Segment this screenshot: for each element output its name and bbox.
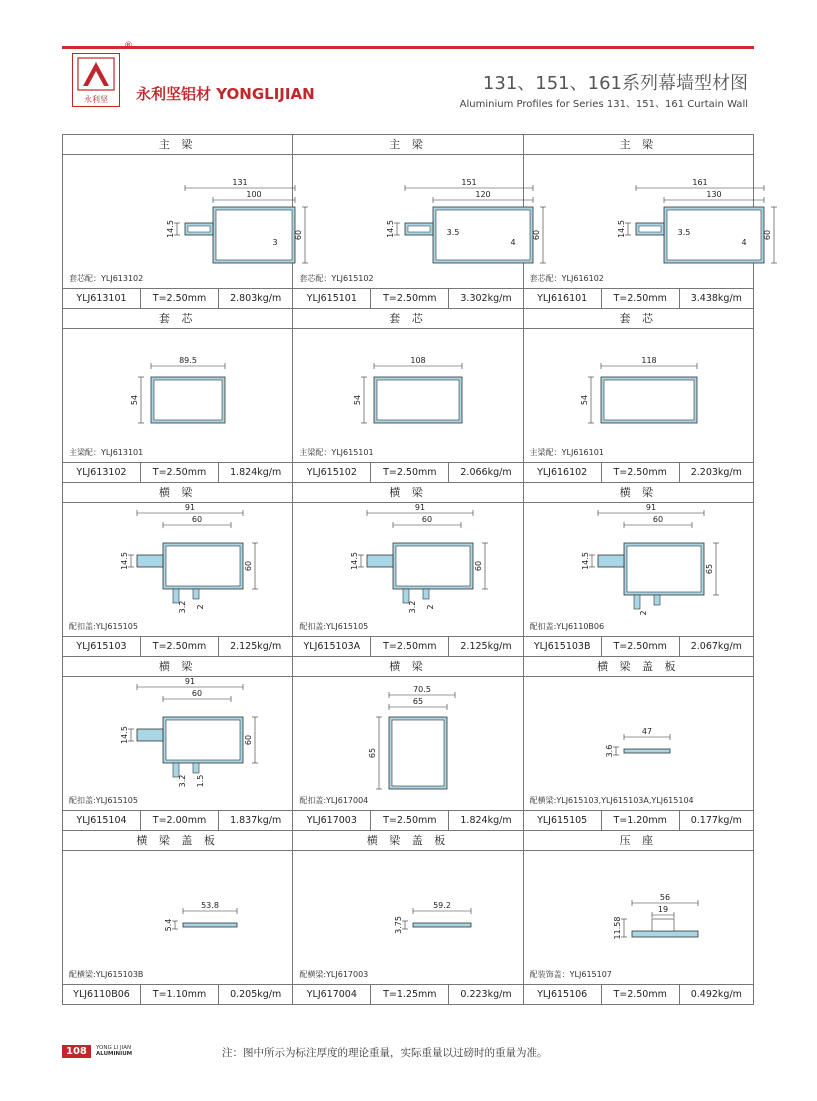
profile-weight: 0.223kg/m — [460, 989, 512, 1000]
profile-inner — [396, 546, 470, 586]
profile-code: YLJ615103A — [293, 637, 371, 656]
logo-text: 永利坚 — [84, 95, 108, 104]
dimension-label: 14.5 — [386, 220, 396, 238]
dimension-label: 56 — [659, 893, 670, 902]
profile-title: 横 梁 盖 板 — [524, 657, 753, 677]
profile-note: 主梁配：YLJ613101 — [69, 448, 144, 457]
profile-spec-row — [63, 810, 292, 830]
dimension-label: 3.2 — [178, 600, 187, 614]
profile-cell — [524, 657, 754, 831]
profile-section-svg — [524, 155, 772, 288]
dimension-label: 91 — [645, 503, 656, 512]
profile-spec-row — [293, 288, 522, 308]
profile-note: 配扣盖:YLJ615105 — [69, 622, 138, 631]
profile-spec-row — [293, 636, 522, 656]
dimension-label: 60 — [244, 560, 253, 572]
profile-code: YLJ6110B06 — [63, 985, 141, 1004]
profile-drawing — [524, 677, 753, 810]
profile-section-svg — [293, 851, 523, 984]
dimension-label: 60 — [422, 515, 433, 524]
profile-spec-row — [293, 984, 522, 1004]
dimension-label: 3.2 — [408, 600, 418, 614]
dimension-label: 161 — [692, 178, 708, 187]
profile-title: 压 座 — [524, 831, 753, 851]
profile-tongue-inner — [639, 226, 661, 232]
profile-thickness: T=2.50mm — [141, 637, 219, 656]
profile-cell — [63, 135, 303, 309]
profile-code: YLJ615102 — [293, 463, 371, 482]
profile-weight: 2.125kg/m — [230, 641, 282, 652]
dimension-label: 65 — [413, 697, 424, 706]
profile-code: YLJ615105 — [524, 811, 602, 830]
profile-spec-row — [63, 636, 292, 656]
profile-spec-row — [63, 462, 292, 482]
dimension-label: 60 — [294, 229, 303, 241]
dimension-label: 60 — [652, 515, 663, 524]
profile-spec-row — [63, 984, 292, 1004]
profile-weight: 2.125kg/m — [460, 641, 512, 652]
grid-row — [63, 483, 754, 657]
dimension-label: 54 — [130, 394, 139, 406]
profile-thickness: T=1.10mm — [141, 985, 219, 1004]
dimension-label: 120 — [475, 190, 491, 199]
dimension-label: 60 — [191, 689, 203, 698]
profile-drawing — [63, 155, 303, 288]
brand-name: 永利坚铝材 YONGLIJIAN — [136, 85, 315, 103]
cover-plate — [183, 923, 237, 927]
brand-logo — [72, 53, 120, 107]
profile-title: 主 梁 — [524, 135, 753, 155]
profile-weight: 2.803kg/m — [230, 293, 282, 304]
profile-code: YLJ615104 — [63, 811, 141, 830]
profile-section-svg — [63, 329, 293, 462]
profile-leg — [193, 763, 199, 773]
dimension-label: 53.8 — [201, 901, 219, 910]
profile-spec-row — [524, 288, 753, 308]
profile-title: 横 梁 — [63, 483, 292, 503]
profile-section-svg — [524, 851, 754, 984]
registered-mark: ® — [124, 41, 133, 51]
profile-title: 横 梁 — [293, 657, 522, 677]
profile-cell — [293, 483, 523, 657]
profile-section-svg — [63, 155, 303, 288]
profile-spec-row — [524, 984, 753, 1004]
dimension-label: 100 — [246, 190, 262, 199]
dimension-label: 14.5 — [166, 220, 175, 238]
profile-note: 主梁配：YLJ616101 — [529, 448, 604, 457]
page-subtitle: Aluminium Profiles for Series 131、151、161 Curtain Wall — [459, 99, 748, 110]
profile-cell — [524, 135, 772, 309]
dimension-label: 54 — [579, 394, 589, 406]
dimension-label: 11.58 — [612, 916, 622, 940]
profile-note: 配横梁:YLJ615103,YLJ615103A,YLJ615104 — [529, 796, 694, 805]
profile-drawing — [63, 329, 292, 462]
profile-tongue-inner — [188, 226, 210, 232]
profile-section-svg — [293, 155, 542, 288]
profile-tongue — [137, 729, 163, 741]
profile-drawing — [63, 503, 292, 636]
profile-weight: 2.066kg/m — [460, 467, 512, 478]
profile-inner — [216, 210, 292, 260]
profile-title: 主 梁 — [293, 135, 522, 155]
profile-code: YLJ613102 — [63, 463, 141, 482]
grid-row — [63, 657, 754, 831]
profile-cell — [293, 135, 542, 309]
profile-leg — [193, 589, 199, 599]
profile-cell — [524, 309, 754, 483]
profile-spec-row — [524, 462, 753, 482]
profile-title: 横 梁 — [524, 483, 753, 503]
page-footer — [62, 1045, 754, 1061]
profile-note: 配扣盖:YLJ615105 — [299, 622, 369, 631]
dimension-label: 91 — [415, 503, 426, 512]
profile-code: YLJ613101 — [63, 289, 141, 308]
dimension-label: 118 — [641, 356, 657, 365]
profile-thickness: T=2.50mm — [371, 289, 449, 308]
profile-code: YLJ615103 — [63, 637, 141, 656]
profile-thickness: T=2.50mm — [602, 463, 680, 482]
profile-weight: 1.824kg/m — [460, 815, 512, 826]
profile-code: YLJ616101 — [524, 289, 602, 308]
dimension-label: 54 — [353, 394, 363, 406]
profile-note: 配横梁:YLJ615103B — [69, 970, 144, 979]
profile-tongue — [137, 555, 163, 567]
profile-inner — [154, 380, 222, 420]
profile-tongue — [367, 555, 393, 567]
dimension-label: 91 — [184, 677, 196, 686]
cover-plate — [413, 923, 471, 927]
seat-slot — [652, 919, 674, 931]
profile-drawing — [293, 503, 522, 636]
profile-leg — [634, 595, 640, 609]
dimension-label: 2 — [196, 604, 205, 610]
profile-drawing — [524, 155, 772, 288]
dimension-label: 89.5 — [179, 356, 197, 365]
footer-brand-line2: ALUMINIUM — [96, 1051, 133, 1057]
profile-inner — [166, 546, 240, 586]
dimension-label: 60 — [191, 515, 203, 524]
dimension-label: 60 — [474, 560, 484, 572]
profile-section-svg — [63, 503, 293, 636]
profile-weight: 0.177kg/m — [690, 815, 742, 826]
dimension-label: 14.5 — [616, 220, 626, 238]
profile-section-svg — [293, 503, 523, 636]
dimension-label: 65 — [704, 563, 714, 575]
profile-drawing — [293, 329, 522, 462]
profile-thickness: T=1.25mm — [371, 985, 449, 1004]
profile-thickness: T=2.50mm — [602, 637, 680, 656]
profile-note: 配扣盖:YLJ615105 — [69, 796, 138, 805]
profile-cell — [293, 309, 523, 483]
dimension-label: 14.5 — [120, 552, 129, 570]
dimension-label: 60 — [244, 734, 253, 746]
profile-title: 横 梁 — [63, 657, 292, 677]
profile-cell — [63, 309, 293, 483]
grid-row — [63, 135, 772, 309]
profile-title: 横 梁 盖 板 — [63, 831, 292, 851]
profile-inner — [166, 720, 240, 760]
profile-weight: 1.824kg/m — [230, 467, 282, 478]
profile-note: 套芯配：YLJ616102 — [529, 274, 604, 283]
profile-code: YLJ615106 — [524, 985, 602, 1004]
profile-title: 套 芯 — [63, 309, 292, 329]
dimension-label: 130 — [706, 190, 722, 199]
profile-code: YLJ617004 — [293, 985, 371, 1004]
profile-drawing — [524, 503, 753, 636]
dimension-label: 14.5 — [120, 726, 129, 744]
profile-spec-row — [524, 636, 753, 656]
profile-inner — [377, 380, 459, 420]
dimension-label: 3.5 — [446, 228, 460, 237]
profile-note: 配装饰盖：YLJ615107 — [529, 970, 612, 979]
profile-spec-row — [293, 462, 522, 482]
profile-code: YLJ617003 — [293, 811, 371, 830]
profile-weight: 3.302kg/m — [460, 293, 512, 304]
profile-code: YLJ616102 — [524, 463, 602, 482]
profile-cell — [63, 657, 293, 831]
profile-thickness: T=2.50mm — [602, 289, 680, 308]
profile-section-svg — [293, 677, 523, 810]
profile-inner — [627, 546, 701, 592]
dimension-label: 3 — [272, 238, 278, 247]
profile-thickness: T=2.50mm — [371, 463, 449, 482]
footer-brand-line1: YONG LI JIAN — [96, 1045, 132, 1051]
dimension-label: 3.2 — [178, 774, 187, 788]
logo-emblem-icon — [73, 54, 119, 106]
profile-section-svg — [524, 677, 754, 810]
profile-section-svg — [293, 329, 523, 462]
grid-row — [63, 831, 754, 1005]
footer-brand — [96, 1045, 132, 1057]
profile-thickness: T=2.00mm — [141, 811, 219, 830]
dimension-label: 4 — [510, 238, 516, 247]
profile-thickness: T=1.20mm — [602, 811, 680, 830]
profile-weight: 1.837kg/m — [230, 815, 282, 826]
cover-plate — [624, 749, 670, 753]
profile-drawing — [293, 851, 522, 984]
profile-title: 主 梁 — [63, 135, 292, 155]
profile-title: 横 梁 盖 板 — [293, 831, 522, 851]
profile-cell — [63, 483, 293, 657]
dimension-label: 19 — [657, 905, 668, 914]
profile-thickness: T=2.50mm — [371, 637, 449, 656]
profile-cell — [293, 831, 523, 1005]
dimension-label: 3.5 — [677, 228, 691, 237]
profile-thickness: T=2.50mm — [141, 289, 219, 308]
profile-spec-row — [293, 810, 522, 830]
page-number: 108 — [62, 1045, 91, 1058]
profile-tongue-inner — [408, 226, 430, 232]
profile-inner — [392, 720, 444, 786]
dimension-label: 151 — [461, 178, 477, 187]
profile-cell — [524, 483, 754, 657]
profile-weight: 0.492kg/m — [690, 989, 742, 1000]
dimension-label: 108 — [410, 356, 426, 365]
profile-section-svg — [63, 851, 293, 984]
dimension-label: 3.75 — [394, 916, 404, 934]
profile-title: 套 芯 — [524, 309, 753, 329]
dimension-label: 60 — [532, 229, 542, 241]
profile-weight: 0.205kg/m — [230, 989, 282, 1000]
profile-drawing — [63, 677, 292, 810]
profile-spec-row — [63, 288, 292, 308]
dimension-label: 1.5 — [196, 774, 205, 788]
dimension-label: 4 — [741, 238, 747, 247]
dimension-label: 14.5 — [350, 552, 360, 570]
profile-title: 套 芯 — [293, 309, 522, 329]
dimension-label: 91 — [184, 503, 196, 512]
profile-drawing — [524, 329, 753, 462]
dimension-label: 60 — [762, 229, 772, 241]
seat-base — [632, 931, 698, 937]
profile-leg — [423, 589, 429, 599]
weight-note: 注：图中所示为标注厚度的理论重量，实际重量以过磅时的重量为准。 — [222, 1047, 548, 1059]
profile-weight: 2.203kg/m — [690, 467, 742, 478]
profile-inner — [604, 380, 694, 420]
profile-section-svg — [524, 503, 754, 636]
profile-cell — [524, 831, 754, 1005]
profile-weight: 2.067kg/m — [690, 641, 742, 652]
dimension-label: 14.5 — [580, 552, 590, 570]
dimension-label: 131 — [232, 178, 248, 187]
profile-spec-row — [524, 810, 753, 830]
profile-thickness: T=2.50mm — [602, 985, 680, 1004]
profile-note: 主梁配：YLJ615101 — [299, 448, 374, 457]
dimension-label: 47 — [641, 727, 652, 736]
dimension-label: 70.5 — [413, 685, 432, 694]
profile-section-svg — [63, 677, 293, 810]
profile-drawing — [524, 851, 753, 984]
profile-thickness: T=2.50mm — [371, 811, 449, 830]
dimension-label: 5.4 — [164, 918, 173, 932]
grid-row — [63, 309, 754, 483]
dimension-label: 3.6 — [604, 744, 614, 758]
dimension-label: 2 — [638, 610, 648, 616]
dimension-label: 65 — [368, 747, 378, 759]
profile-note: 套芯配：YLJ613102 — [69, 274, 144, 283]
profile-drawing — [293, 677, 522, 810]
profile-note: 配扣盖:YLJ617004 — [299, 796, 369, 805]
profile-code: YLJ615101 — [293, 289, 371, 308]
page-title: 131、151、161系列幕墙型材图 — [482, 73, 748, 94]
profile-drawing — [293, 155, 542, 288]
profile-leg — [654, 595, 660, 605]
profile-cell — [293, 657, 523, 831]
profile-tongue — [598, 555, 624, 567]
dimension-label: 59.2 — [433, 901, 452, 910]
profile-note: 套芯配：YLJ615102 — [299, 274, 374, 283]
profile-grid — [62, 134, 772, 1005]
profile-section-svg — [524, 329, 754, 462]
profile-note: 配横梁:YLJ617003 — [299, 970, 369, 979]
profile-note: 配扣盖:YLJ6110B06 — [529, 622, 605, 631]
page-header — [62, 41, 754, 110]
profile-weight: 3.438kg/m — [690, 293, 742, 304]
profile-drawing — [63, 851, 292, 984]
dimension-label: 2 — [426, 604, 436, 610]
profile-title: 横 梁 — [293, 483, 522, 503]
profile-code: YLJ615103B — [524, 637, 602, 656]
profile-cell — [63, 831, 293, 1005]
profile-thickness: T=2.50mm — [141, 463, 219, 482]
